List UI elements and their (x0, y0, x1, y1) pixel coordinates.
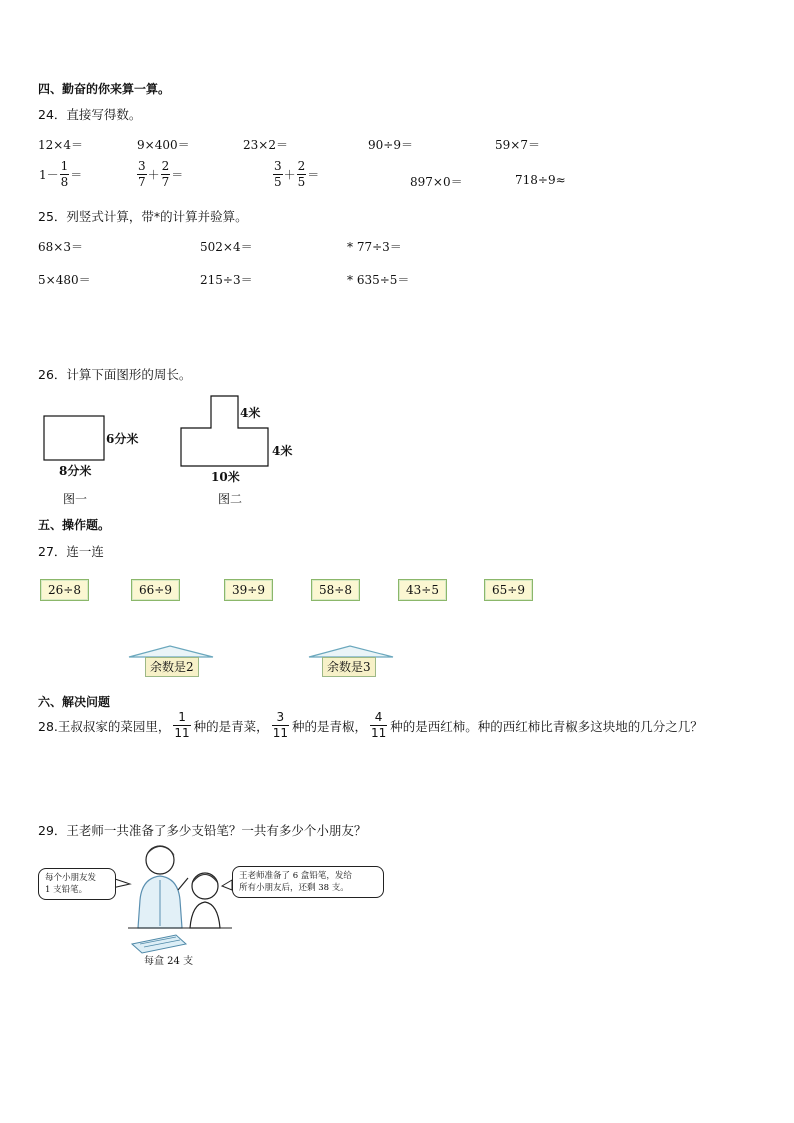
speech-bubble-left (38, 868, 116, 900)
question-29-label: 29．王老师一共准备了多少支铅笔？一共有多少个小朋友？ (38, 823, 367, 838)
q28-text-3: 种的是西红柿。种的西红柿比青椒多这块地的几分之几？ (390, 718, 703, 734)
figure-1-caption: 图一 (63, 492, 88, 506)
question-26-label: 26．计算下面图形的周长。 (38, 367, 192, 382)
q24-expr-e: 718÷9≈ (515, 173, 566, 187)
q25-expr-5: 215÷3＝ (200, 273, 253, 287)
bubble-left-line-1: 每个小朋友发 (45, 873, 97, 883)
q28-fraction-2: $\frac{3}{11}$ (272, 710, 288, 741)
division-card-4[interactable]: 58÷8 (311, 579, 360, 601)
figure-2-bottom-label: 10米 (211, 470, 240, 484)
q25-expr-2: 502×4＝ (200, 240, 253, 254)
pencil-box-caption: 每盒 24 支 (144, 956, 194, 967)
section-5-title: 五、操作题。 (38, 518, 111, 532)
q28-prefix: 28.王叔叔家的菜园里， (38, 718, 171, 734)
q24-expr-3: 23×2＝ (243, 138, 288, 152)
q24-fraction-expr-b: $\frac{3}{7}$ ＋ $\frac{2}{7}$ ＝ (138, 159, 184, 190)
q24-expr-4: 90÷9＝ (368, 138, 413, 152)
figure-1-height-label: 6分米 (106, 432, 139, 446)
remainder-target-3[interactable]: 余数是3 (322, 657, 376, 677)
question-25-label: 25．列竖式计算，带*的计算并验算。 (38, 209, 248, 224)
division-card-3[interactable]: 39÷9 (224, 579, 273, 601)
figure-1-width-label: 8分米 (59, 464, 92, 478)
division-card-2[interactable]: 66÷9 (131, 579, 180, 601)
q25-expr-1: 68×3＝ (38, 240, 83, 254)
q24-expr-1: 12×4＝ (38, 138, 83, 152)
q25-expr-4: 5×480＝ (38, 273, 91, 287)
speech-bubble-right (232, 866, 384, 898)
question-27-label: 27．连一连 (38, 544, 104, 559)
q25-expr-6: * 635÷5＝ (347, 273, 410, 287)
division-card-5[interactable]: 43÷5 (398, 579, 447, 601)
q24-expr-2: 9×400＝ (137, 138, 190, 152)
q25-expr-3: * 77÷3＝ (347, 240, 402, 254)
q28-fraction-3: $\frac{4}{11}$ (370, 710, 387, 741)
division-card-1[interactable]: 26÷8 (40, 579, 89, 601)
q24-expr-5: 59×7＝ (495, 138, 540, 152)
pencil-box (132, 935, 186, 953)
figure-2-top-label: 4米 (240, 406, 261, 420)
teacher-figure (138, 846, 188, 928)
bubble-right-line-2: 所有小朋友后，还剩 38 支。 (239, 883, 349, 893)
q24-fraction-expr-a: 1－ $\frac{1}{8}$ ＝ (39, 159, 83, 190)
bubble-left-line-2: 1 支铅笔。 (45, 885, 88, 895)
section-6-title: 六、解决问题 (38, 695, 111, 709)
remainder-target-2[interactable]: 余数是2 (145, 657, 199, 677)
figure-2-side-label: 4米 (272, 444, 293, 458)
q28-fraction-1: $\frac{1}{11}$ (174, 710, 190, 741)
section-4-title: 四、勤奋的你来算一算。 (38, 82, 171, 96)
bubble-right-line-1: 王老师准备了 6 盒铅笔，发给 (239, 871, 352, 881)
figure-2-caption: 图二 (218, 492, 243, 506)
q24-fraction-expr-c: $\frac{3}{5}$ ＋ $\frac{2}{5}$ ＝ (274, 159, 320, 190)
q24-expr-d: 897×0＝ (410, 175, 463, 189)
child-figure (190, 873, 220, 928)
division-card-6[interactable]: 65÷9 (484, 579, 533, 601)
question-24-label: 24．直接写得数。 (38, 107, 142, 122)
q28-text-2: 种的是青椒， (291, 718, 367, 734)
q28-text-1: 种的是青菜， (193, 718, 269, 734)
